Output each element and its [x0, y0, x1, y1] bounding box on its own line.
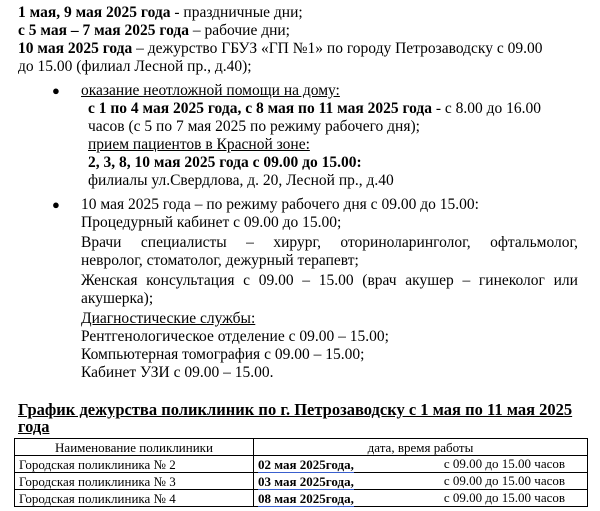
- womens-clinic-line2: акушерка);: [81, 290, 154, 307]
- holidays-dates: 1 мая, 9 мая 2025 года: [18, 4, 171, 21]
- date-time-cell: [254, 456, 588, 473]
- word: или: [553, 272, 578, 289]
- duty-date: 08 мая 2025года,: [258, 490, 354, 506]
- home-care-line1: [88, 100, 541, 118]
- duty-time: с 09.00 до 15.00 часов: [443, 456, 565, 471]
- word: 09.00: [258, 272, 294, 289]
- workdays-dates: с 5 мая – 7 мая 2025 года: [18, 22, 189, 39]
- schedule-heading: График дежурства поликлиник по г. Петрозаводску с 1 мая по 11 мая 2025 года: [18, 400, 573, 436]
- word: –: [302, 272, 311, 289]
- word: 15.00: [318, 272, 354, 289]
- duty-date: 10 мая 2025 года: [18, 40, 133, 57]
- word: (врач: [362, 272, 397, 289]
- womens-clinic-line: [81, 272, 578, 290]
- intro-line-workdays: [18, 22, 290, 40]
- word: консультация: [146, 272, 235, 289]
- word: гинеколог: [478, 272, 545, 289]
- holidays-text: - праздничные дни;: [170, 4, 303, 21]
- word: с: [243, 272, 251, 289]
- clinic-name: Городская поликлиника № 4: [15, 490, 254, 507]
- bullet-dot-icon: ●: [52, 197, 60, 212]
- clinic-name: Городская поликлиника № 2: [15, 456, 254, 473]
- table-header-row: [15, 439, 588, 456]
- duty-date: 02 мая 2025года,: [258, 456, 354, 472]
- intro-line-holidays: [18, 4, 303, 22]
- home-care-line2: часов (с 5 по 7 мая 2025 по режиму рабочего дня);: [88, 118, 420, 135]
- table-row: [15, 473, 588, 490]
- intro-line-duty-cont: до 15.00 (филиал Лесной пр., д.40);: [18, 58, 252, 75]
- xray-dept: Рентгенологическое отделение с 09.00 – 15.00;: [81, 328, 389, 345]
- red-zone-dates: 2, 3, 8, 10 мая 2025 года с 09.00 до 15.00:: [88, 154, 362, 171]
- duty-text: – дежурство ГБУЗ «ГП №1» по городу Петрозаводску с 09.00: [132, 40, 543, 57]
- red-zone-title: прием пациентов в Красной зоне:: [88, 136, 310, 153]
- procedure-room: Процедурный кабинет с 09.00 до 15.00;: [81, 214, 342, 231]
- duty-time: с 09.00 до 15.00 часов: [443, 473, 565, 488]
- date-time-cell: [254, 490, 588, 507]
- word: акушер: [405, 272, 454, 289]
- diagnostics-title: Диагностические службы:: [81, 310, 256, 327]
- date-time-cell: [254, 473, 588, 490]
- col-clinic-name: Наименование поликлиники: [15, 439, 254, 456]
- word: –: [462, 272, 471, 289]
- duty-date: 03 мая 2025года,: [258, 473, 354, 489]
- red-zone-branches: филиалы ул.Свердлова, д. 20, Лесной пр., д.40: [88, 172, 394, 189]
- bullet-dot-icon: ●: [52, 83, 60, 98]
- may10-title: 10 мая 2025 года – по режиму рабочего дня с 09.00 до 15.00:: [81, 196, 479, 213]
- schedule-table: [14, 438, 588, 507]
- word: Врачи: [81, 234, 122, 251]
- ct-dept: Компьютерная томография с 09.00 – 15.00;: [81, 346, 365, 363]
- word: –: [246, 234, 254, 251]
- word: специалисты: [140, 234, 227, 251]
- table-row: [15, 456, 588, 473]
- word: офтальмолог,: [490, 234, 578, 251]
- clinic-name: Городская поликлиника № 3: [15, 473, 254, 490]
- word: Женская: [81, 272, 138, 289]
- home-care-title: оказание неотложной помощи на дому:: [81, 82, 340, 99]
- col-date-time: дата, время работы: [254, 439, 588, 456]
- table-row: [15, 490, 588, 507]
- word: оториноларинголог,: [340, 234, 471, 251]
- duty-time: с 09.00 до 15.00 часов: [443, 490, 565, 505]
- word: хирург,: [273, 234, 321, 251]
- workdays-text: – рабочие дни;: [188, 22, 290, 39]
- specialists-line: [81, 234, 578, 252]
- specialists-line2: невролог, стоматолог, дежурный терапевт;: [81, 252, 359, 269]
- ultrasound-room: Кабинет УЗИ с 09.00 – 15.00.: [81, 364, 274, 381]
- home-care-hours: - с 8.00 до 16.00: [432, 100, 542, 117]
- home-care-dates: с 1 по 4 мая 2025 года, с 8 мая по 11 мая 2025 года: [88, 100, 432, 117]
- intro-line-duty: [18, 40, 543, 58]
